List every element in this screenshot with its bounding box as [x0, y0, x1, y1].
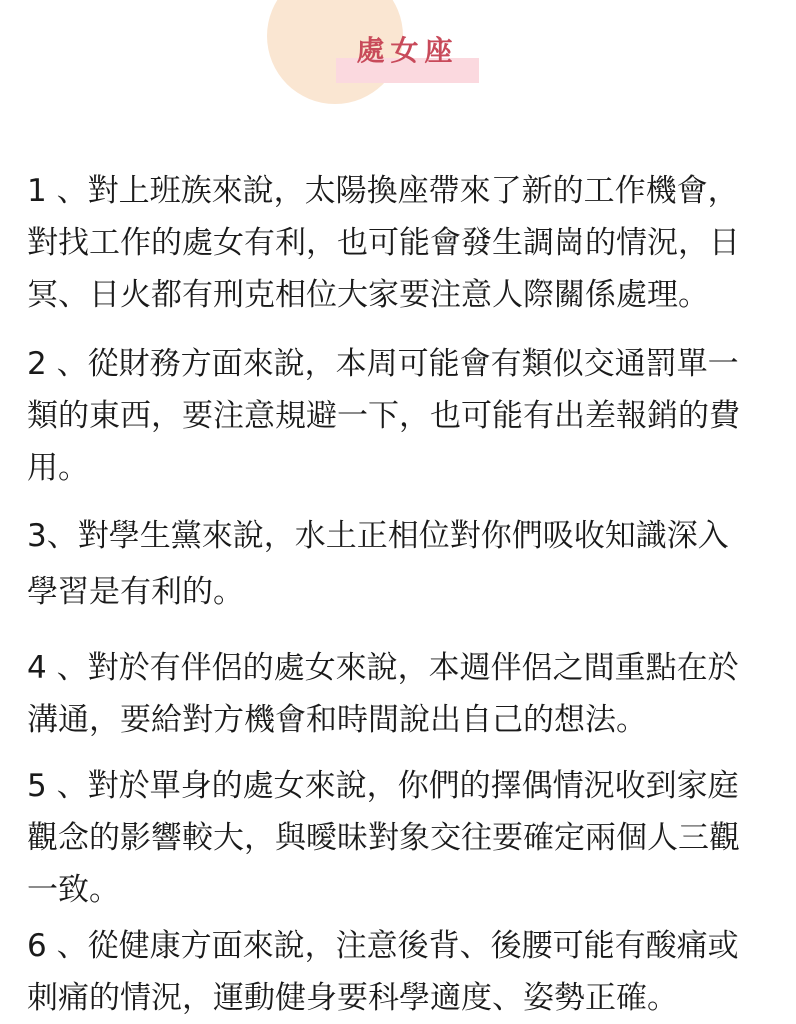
page-title: 處女座 — [356, 34, 459, 67]
paragraph-3: 3、對學生黨來說，水土正相位對你們吸收知識深入 學習是有利的。 — [27, 518, 729, 610]
paragraph-5: 5 、對於單身的處女來說，你們的擇偶情況收到家庭 觀念的影響較大，與曖昧對象交往要確定兩個人三觀 一致。 — [27, 768, 740, 908]
paragraph-6: 6 、從健康方面來說，注意後背、後腰可能有酸痛或 刺痛的情況，運動健身要科學適度、姿勢正確。 — [27, 928, 739, 1016]
paragraph-2: 2 、從財務方面來說，本周可能會有類似交通罰單一 類的東西，要注意規避一下，也可能有出差報銷的費 用。 — [27, 346, 740, 486]
paragraph-4: 4 、對於有伴侶的處女來說，本週伴侶之間重點在於 溝通，要給對方機會和時間說出自己的想法。 — [27, 650, 739, 738]
paragraph-1: 1 、對上班族來說，太陽換座帶來了新的工作機會， 對找工作的處女有利，也可能會發生調崗的情況，日 冥、日火都有刑克相位大家要注意人際關係處理。 — [27, 173, 740, 313]
